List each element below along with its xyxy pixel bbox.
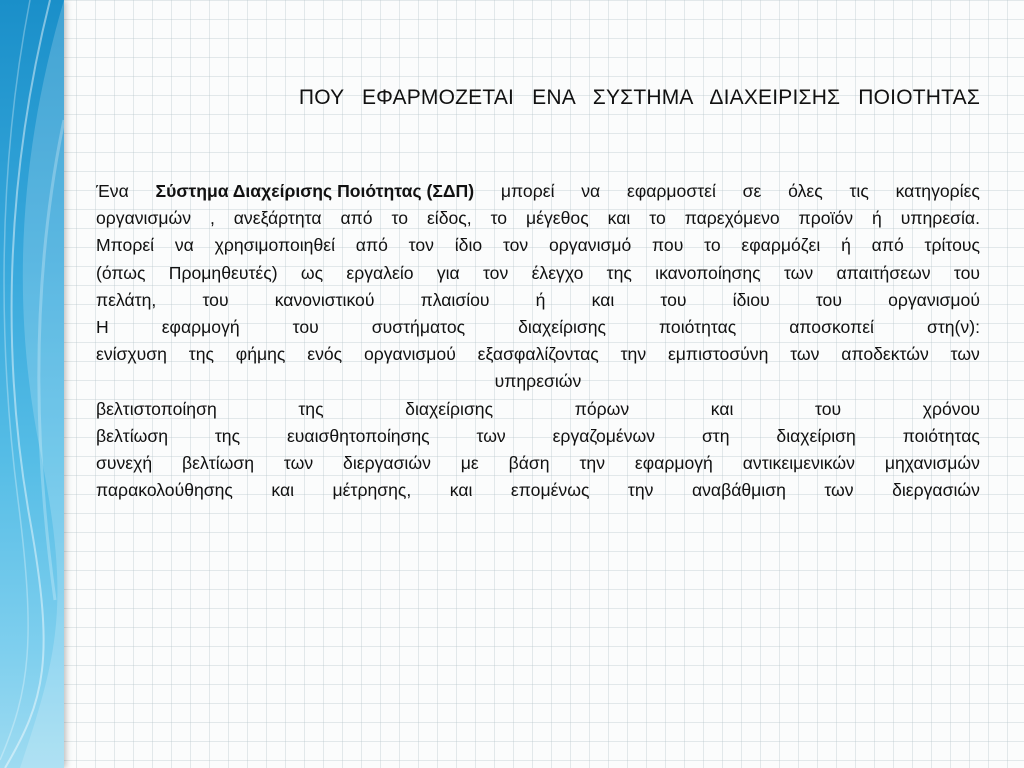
- body-word: είδος,: [426, 208, 472, 229]
- body-word: προϊόν: [798, 208, 854, 229]
- body-word: αποδεκτών: [841, 344, 929, 365]
- body-word: συνεχή: [96, 452, 153, 473]
- body-word: και: [607, 208, 631, 229]
- body-word: ικανοποίησης: [655, 262, 761, 283]
- body-line: [96, 368, 980, 395]
- body-word: του: [660, 289, 687, 310]
- body-word: ,: [209, 208, 215, 229]
- body-word: διεργασιών: [343, 452, 431, 473]
- body-word: βελτίωση: [96, 425, 168, 446]
- body-word: της: [214, 425, 241, 446]
- body-line: [96, 260, 980, 287]
- body-word: των: [790, 344, 820, 365]
- body-word: διαχείρισης: [518, 316, 607, 337]
- body-word: χρόνου: [922, 398, 980, 419]
- body-word: επομένως: [510, 480, 590, 501]
- body-word: και: [449, 480, 473, 501]
- body-word: διαχείριση: [776, 425, 856, 446]
- slide-body-text: [96, 178, 980, 504]
- body-word: αναβάθμιση: [691, 480, 786, 501]
- body-word: αντικειμενικών: [742, 452, 855, 473]
- body-word: την: [579, 452, 606, 473]
- body-word: Η: [96, 316, 109, 337]
- body-word: απαιτήσεων: [836, 262, 931, 283]
- body-word: πόρων: [574, 398, 630, 419]
- body-word: ευαισθητοποίησης: [286, 425, 430, 446]
- body-line: [96, 232, 980, 259]
- body-word: ανεξάρτητα: [233, 208, 322, 229]
- body-word: των: [476, 425, 506, 446]
- body-word: συστήματος: [371, 316, 466, 337]
- body-word: των: [950, 344, 980, 365]
- body-word: ή: [841, 235, 851, 256]
- body-word: κατηγορίες: [895, 181, 980, 201]
- body-word: κανονιστικού: [274, 289, 375, 310]
- body-word: Ένα: [96, 181, 129, 201]
- body-word: ενίσχυση: [96, 344, 167, 365]
- body-word: εργαζομένων: [552, 425, 656, 446]
- body-word: εμπιστοσύνη: [667, 344, 769, 365]
- body-word: ως: [300, 262, 324, 283]
- body-word: βάση: [508, 452, 550, 473]
- body-line: [96, 205, 980, 232]
- body-word: εφαρμογή: [161, 316, 240, 337]
- body-line: [96, 450, 980, 477]
- body-word: του: [953, 262, 980, 283]
- body-word: ίδιου: [732, 289, 770, 310]
- body-word: Προμηθευτές): [168, 262, 278, 283]
- body-word: διαχείρισης: [405, 398, 494, 419]
- slide-title: ΠΟΥ ΕΦΑΡΜΟΖΕΤΑΙ ΕΝΑ ΣΥΣΤΗΜΑ ΔΙΑΧΕΙΡΙΣΗΣ ΠΟΙΟΤΗΤΑΣ: [298, 86, 980, 109]
- body-line: [96, 477, 980, 504]
- body-word: του: [292, 316, 319, 337]
- body-word: και: [591, 289, 615, 310]
- body-word: του: [202, 289, 229, 310]
- body-word: για: [436, 262, 460, 283]
- body-word: τον: [408, 235, 434, 256]
- body-word: πλαισίου: [420, 289, 490, 310]
- body-word: του: [815, 289, 842, 310]
- body-line: [96, 178, 980, 205]
- body-word: εργαλείο: [346, 262, 414, 283]
- body-word: να: [174, 235, 194, 256]
- body-word: και: [710, 398, 734, 419]
- body-word: το: [649, 208, 666, 229]
- body-word: μέγεθος: [526, 208, 589, 229]
- body-word: ή: [872, 208, 882, 229]
- body-word: πελάτη,: [96, 289, 157, 310]
- body-word: που: [652, 235, 684, 256]
- body-word: τρίτους: [924, 235, 980, 256]
- body-word: όλες: [788, 181, 823, 201]
- body-word: φήμης: [235, 344, 286, 365]
- body-word: παρεχόμενο: [684, 208, 780, 229]
- body-word: των: [824, 480, 854, 501]
- body-word: υπηρεσιών: [494, 371, 582, 392]
- body-word: με: [460, 452, 479, 473]
- body-word: τον: [482, 262, 509, 283]
- body-line: [96, 396, 980, 423]
- body-word: εφαρμογή: [634, 452, 713, 473]
- body-word: ποιότητας: [659, 316, 737, 337]
- body-word: ποιότητας: [902, 425, 980, 446]
- body-word: μηχανισμών: [884, 452, 980, 473]
- body-word: της: [298, 398, 324, 419]
- body-word: υπηρεσία.: [900, 208, 980, 229]
- bold-term: Σύστημα Διαχείρισης Ποιότητας (ΣΔΠ): [155, 181, 475, 201]
- body-word: εφαρμοστεί: [626, 181, 716, 201]
- body-word: να: [581, 181, 601, 201]
- body-word: μπορεί: [500, 181, 555, 201]
- body-word: οργανισμού: [363, 344, 456, 365]
- body-word: των: [783, 262, 814, 283]
- body-word: μέτρησης,: [332, 480, 412, 501]
- body-word: οργανισμών: [96, 208, 191, 229]
- body-word: εφαρμόζει: [741, 235, 821, 256]
- body-word: από: [871, 235, 904, 256]
- decorative-swoosh-icon: [0, 0, 64, 768]
- body-word: στη: [701, 425, 730, 446]
- body-word: οργανισμό: [549, 235, 632, 256]
- body-word: την: [627, 480, 654, 501]
- body-word: από: [340, 208, 373, 229]
- body-word: και: [271, 480, 295, 501]
- body-word: το: [391, 208, 409, 229]
- body-word: παρακολούθησης: [96, 480, 233, 501]
- body-word: σε: [742, 181, 762, 201]
- body-line: [96, 423, 980, 450]
- body-word: της: [188, 344, 214, 365]
- body-word: βελτιστοποίηση: [96, 398, 217, 419]
- body-word: το: [490, 208, 508, 229]
- body-word: της: [606, 262, 632, 283]
- body-word: έλεγχο: [531, 262, 584, 283]
- body-word: ίδιο: [454, 235, 483, 256]
- body-word: χρησιμοποιηθεί: [214, 235, 335, 256]
- body-line: [96, 314, 980, 341]
- body-word: οργανισμού: [888, 289, 980, 310]
- body-word: του: [815, 398, 842, 419]
- body-word: αποσκοπεί: [789, 316, 874, 337]
- body-line: [96, 287, 980, 314]
- body-word: τις: [849, 181, 869, 201]
- body-word: διεργασιών: [892, 480, 980, 501]
- body-word: τον: [502, 235, 529, 256]
- body-word: βελτίωση: [182, 452, 255, 473]
- body-word: εξασφαλίζοντας: [477, 344, 599, 365]
- body-line: [96, 341, 980, 368]
- body-word: (όπως: [96, 262, 146, 283]
- body-word: ενός: [307, 344, 343, 365]
- body-word: Μπορεί: [96, 235, 155, 256]
- body-word: το: [704, 235, 721, 256]
- body-word: στη(ν):: [926, 316, 980, 337]
- body-word: των: [283, 452, 314, 473]
- decorative-side-band: [0, 0, 64, 768]
- body-word: την: [620, 344, 647, 365]
- body-word: από: [355, 235, 388, 256]
- body-word: ή: [535, 289, 546, 310]
